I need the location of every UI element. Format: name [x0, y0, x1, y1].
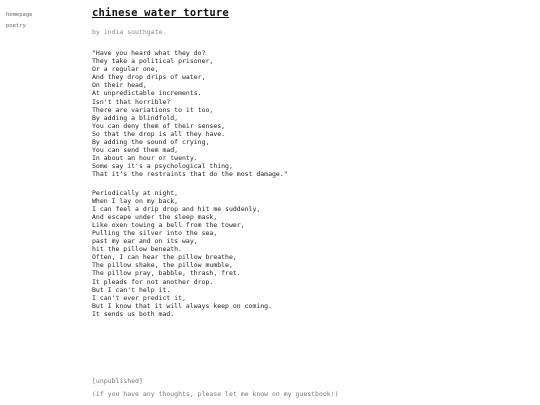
poem-stanza-2 — [92, 189, 532, 319]
poem-line: It sends us both mad. — [92, 309, 175, 318]
poem-line: I can feel a drip drop and hit me suddenly, — [92, 204, 261, 213]
poem-byline: by india southgate. — [92, 28, 167, 36]
poem-line: And they drop drips of water, — [92, 73, 206, 82]
poem-line: hit the pillow beneath. — [92, 245, 183, 254]
poem-line: The pillow shake, the pillow mumble, — [92, 261, 233, 270]
poem-line: But I know that it will always keep on coming. — [92, 301, 273, 310]
poem-line: And escape under the sleep mask, — [92, 212, 218, 221]
poem-line: When I lay on my back, — [92, 196, 179, 205]
poem-content — [92, 6, 532, 318]
poem-line: There are variations to it too, — [92, 105, 214, 114]
poem-line: past my ear and on its way, — [92, 237, 198, 246]
sidebar-nav — [6, 10, 66, 32]
poem-line: That it's the restraints that do the most damage." — [92, 170, 288, 179]
nav-link-poetry[interactable]: poetry — [6, 23, 26, 29]
poem-line: By adding the sound of crying, — [92, 138, 210, 147]
poem-line: You can send them mad, — [92, 146, 179, 155]
page-footer — [92, 377, 339, 398]
nav-link-homepage[interactable]: homepage — [6, 12, 33, 18]
poem-stanza-1 — [92, 49, 532, 179]
poem-line: So that the drop is all they have. — [92, 129, 226, 138]
poem-line: It pleads for not another drop. — [92, 277, 214, 286]
poem-line: Pulling the silver into the sea, — [92, 228, 218, 237]
poem-line: You can deny them of their senses, — [92, 121, 226, 130]
poem-line: Isn't that horrible? — [92, 97, 171, 106]
poem-line: By adding a blindfold, — [92, 113, 179, 122]
poem-line: Periodically at night, — [92, 188, 179, 197]
poem-line: At unpredictable increments. — [92, 89, 202, 98]
poem-line: Some say it's a psychological thing, — [92, 162, 233, 171]
poem-line: On their head, — [92, 81, 147, 90]
guestbook-note: (if you have any thoughts, please let me know on my guestbook!) — [92, 390, 339, 398]
poem-line: The pillow pray, babble, thrash, fret. — [92, 269, 241, 278]
poem-line: Like oxen towing a bell from the tower, — [92, 220, 245, 229]
poem-line: But I can't help it. — [92, 285, 171, 294]
publication-status: [unpublished] — [92, 377, 143, 385]
poem-line: In about an hour or twenty. — [92, 154, 198, 163]
poem-line: Or a regular one, — [92, 65, 159, 74]
poem-line: "Have you heard what they do? — [92, 49, 206, 57]
poem-line: Often, I can hear the pillow breathe, — [92, 253, 237, 262]
poem-line: I can't ever predict it, — [92, 293, 186, 302]
poem-title: chinese water torture — [92, 7, 229, 19]
poem-line: They take a political prisoner, — [92, 57, 214, 66]
